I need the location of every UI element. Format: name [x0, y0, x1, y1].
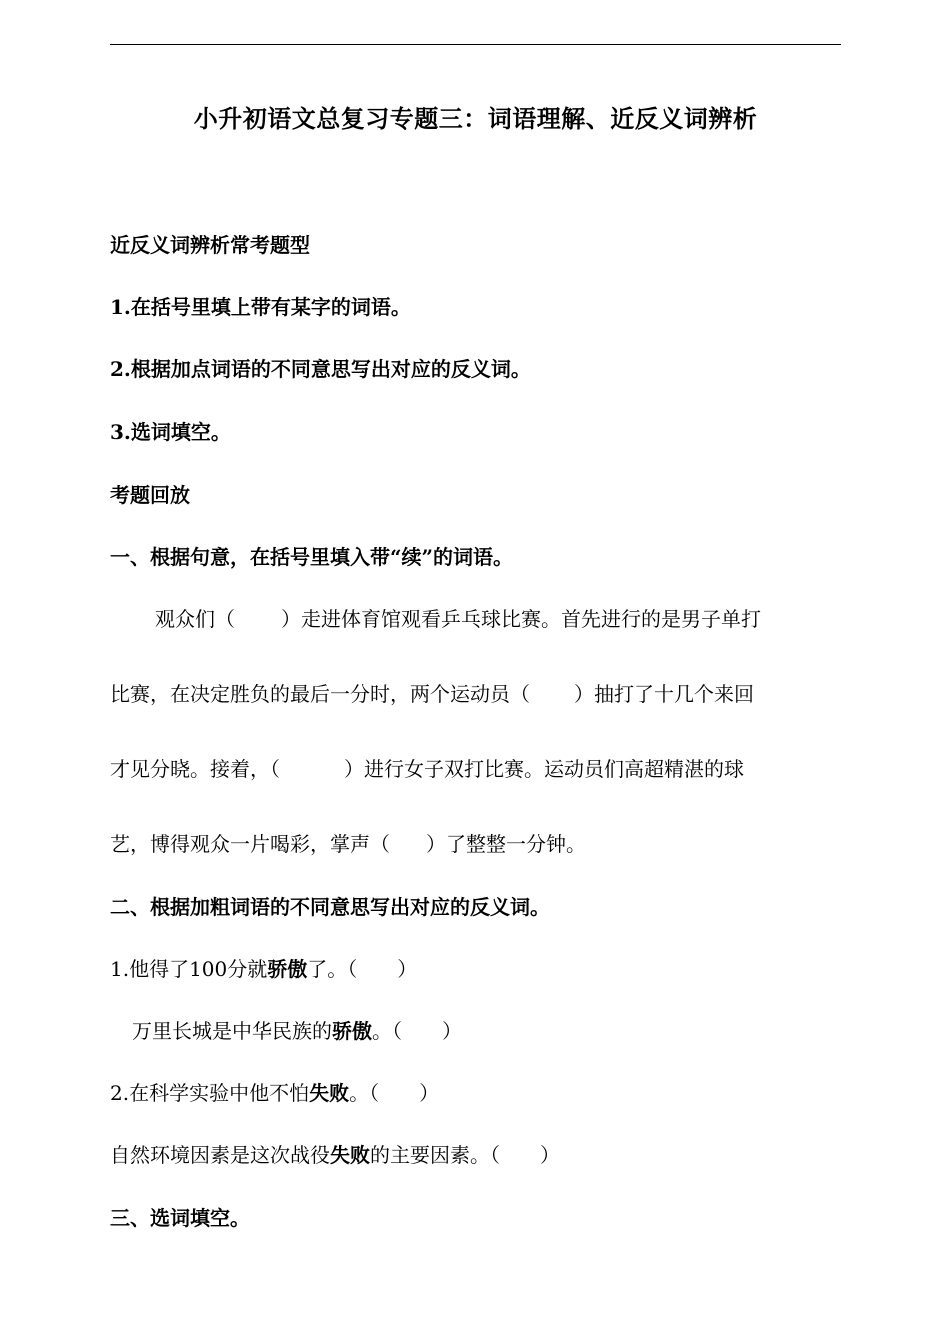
q2-item2b-bold-word: 失败	[330, 1143, 370, 1167]
q2-item1b-text-post: 。（	[372, 1019, 402, 1043]
type-item-2: 2.根据加点词语的不同意思写出对应的反义词。	[110, 357, 531, 381]
q2-item1a-text-post: 了。（	[307, 957, 358, 981]
section-heading: 近反义词辨析常考题型	[110, 233, 310, 257]
q2-item2a-text: 2.在科学实验中他不怕	[110, 1081, 310, 1105]
q1-line4-text-a: 艺，博得观众一片喝彩，掌声（	[110, 832, 390, 856]
q2-item1a-bold-word: 骄傲	[267, 957, 308, 981]
question-1-line-4	[110, 830, 841, 858]
q1-line3-text-a: 才见分晓。接着，（	[110, 757, 280, 781]
question-1-line-1	[155, 605, 886, 633]
page-title: 小升初语文总复习专题三：词语理解、近反义词辨析	[193, 104, 758, 133]
question-3-heading: 三、选词填空。	[110, 1206, 250, 1230]
q2-item2a-close: ）	[419, 1081, 440, 1105]
q1-line3-text-b: ）进行女子双打比赛。运动员们高超精湛的球	[344, 757, 744, 781]
question-2-item-1b	[132, 1017, 863, 1045]
type-item-1: 1.在括号里填上带有某字的词语。	[110, 295, 411, 319]
question-2-item-2a	[110, 1079, 841, 1107]
q2-item2a-text-post: 。（	[349, 1081, 380, 1105]
q2-item2a-bold-word: 失败	[309, 1081, 350, 1105]
q1-line4-text-b: ）了整整一分钟。	[426, 832, 586, 856]
q2-item2b-close: ）	[540, 1143, 560, 1167]
q2-item1b-close: ）	[442, 1019, 462, 1043]
question-2-heading: 二、根据加粗词语的不同意思写出对应的反义词。	[110, 895, 550, 919]
type-item-3: 3.选词填空。	[110, 420, 231, 444]
question-2-item-2b	[110, 1141, 841, 1169]
q2-item1a-close: ）	[397, 957, 418, 981]
question-2-item-1a	[110, 955, 841, 983]
q1-line2-text-a: 比赛，在决定胜负的最后一分时，两个运动员（	[110, 682, 530, 706]
review-heading: 考题回放	[110, 483, 190, 507]
q2-item2b-text: 自然环境因素是这次战役	[110, 1143, 330, 1167]
q2-item2b-text-post: 的主要因素。（	[370, 1143, 500, 1167]
q2-item1b-text: 万里长城是中华民族的	[132, 1019, 332, 1043]
q1-line1-text-b: ）走进体育馆观看乒乓球比赛。首先进行的是男子单打	[281, 607, 761, 631]
question-1-line-2	[110, 680, 841, 708]
header-rule	[110, 44, 841, 45]
q2-item1b-bold-word: 骄傲	[332, 1019, 372, 1043]
q2-item1a-text: 1.他得了100分就	[110, 957, 268, 981]
question-1-line-3	[110, 755, 841, 783]
q1-line2-text-b: ）抽打了十几个来回	[574, 682, 754, 706]
question-1-heading: 一、根据句意，在括号里填入带“续”的词语。	[110, 545, 514, 569]
q1-line1-text-a: 观众们（	[155, 607, 235, 631]
